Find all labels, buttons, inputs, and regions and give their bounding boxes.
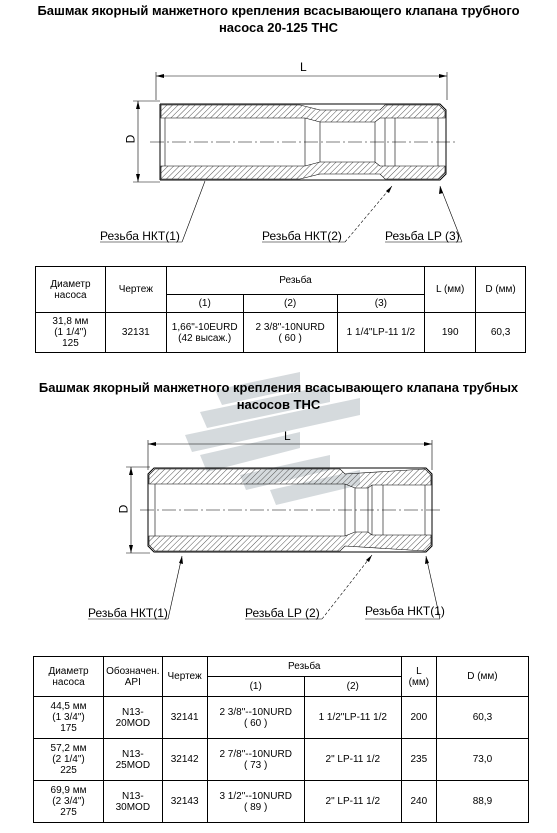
thread-label-2: Резьба НКТ(2) [262,229,342,243]
table-row [34,781,529,823]
cell-diameter: 69,9 мм (2 3/4") 275 [34,781,104,823]
header-thread: Резьба [166,267,425,295]
header-drawing: Чертеж [162,657,207,697]
thread-label-3: Резьба НКТ(1) [365,604,445,618]
header-drawing: Чертеж [105,267,166,313]
thread-label-1: Резьба НКТ(1) [100,229,180,243]
cell-thread-2: 2" LP-11 1/2 [304,739,401,781]
cell-thread-2: 2" LP-11 1/2 [304,781,401,823]
title-line: насоса 20-125 ТНС [218,20,339,35]
header-L: L (мм) [425,267,476,313]
dim-length-label: L [284,429,291,443]
title-line: насосов ТНС [236,397,321,412]
cell-drawing: 32142 [162,739,207,781]
cell-L: 190 [425,313,476,353]
cell-drawing: 32141 [162,697,207,739]
header-D: D (мм) [476,267,526,313]
title-line: Башмак якорный манжетного крепления всасывающего клапана трубных [38,380,519,395]
cell-drawing: 32143 [162,781,207,823]
cell-thread-1: 2 3/8"--10NURD ( 60 ) [207,697,304,739]
dim-diameter-label: D [123,134,138,144]
cell-thread-1: 3 1/2"--10NURD ( 89 ) [207,781,304,823]
cell-diameter: 44,5 мм (1 3/4") 175 [34,697,104,739]
header-D: D (мм) [436,657,528,697]
header-api: Обозначен. API [104,657,163,697]
cell-api: N13-30MOD [104,781,163,823]
dim-diameter-label: D [116,504,131,514]
cell-D: 73,0 [436,739,528,781]
header-diameter: Диаметр насоса [36,267,106,313]
header-thread-1: (1) [166,295,243,313]
cell-thread-1: 2 7/8"--10NURD ( 73 ) [207,739,304,781]
cell-thread-2: 2 3/8"-10NURD ( 60 ) [243,313,337,353]
header-thread-2: (2) [304,677,401,697]
cell-diameter: 57,2 мм (2 1/4") 225 [34,739,104,781]
cell-L: 235 [401,739,436,781]
cell-diameter: 31,8 мм (1 1/4") 125 [36,313,106,353]
cell-api: N13-25MOD [104,739,163,781]
table-row [34,739,529,781]
header-thread-1: (1) [207,677,304,697]
thread-label-2: Резьба LP (2) [245,606,320,620]
dim-length-label: L [300,60,307,74]
cell-api: N13-20MOD [104,697,163,739]
header-thread: Резьба [207,657,401,677]
title-line: Башмак якорный манжетного крепления всасывающего клапана трубного [37,3,520,18]
cell-D: 88,9 [436,781,528,823]
cell-L: 200 [401,697,436,739]
table-row [34,697,529,739]
cell-D: 60,3 [436,697,528,739]
cell-thread-1: 1,66"-10EURD (42 высаж.) [166,313,243,353]
cell-thread-3: 1 1/4"LP-11 1/2 [337,313,425,353]
cell-thread-2: 1 1/2"LP-11 1/2 [304,697,401,739]
thread-label-1: Резьба НКТ(1) [88,606,168,620]
cell-D: 60,3 [476,313,526,353]
cell-L: 240 [401,781,436,823]
cell-drawing: 32131 [105,313,166,353]
thread-label-3: Резьба LP (3) [385,229,460,243]
spec-table-2 [33,656,529,823]
header-thread-3: (3) [337,295,425,313]
header-diameter: Диаметр насоса [34,657,104,697]
header-L: L (мм) [401,657,436,697]
header-thread-2: (2) [243,295,337,313]
